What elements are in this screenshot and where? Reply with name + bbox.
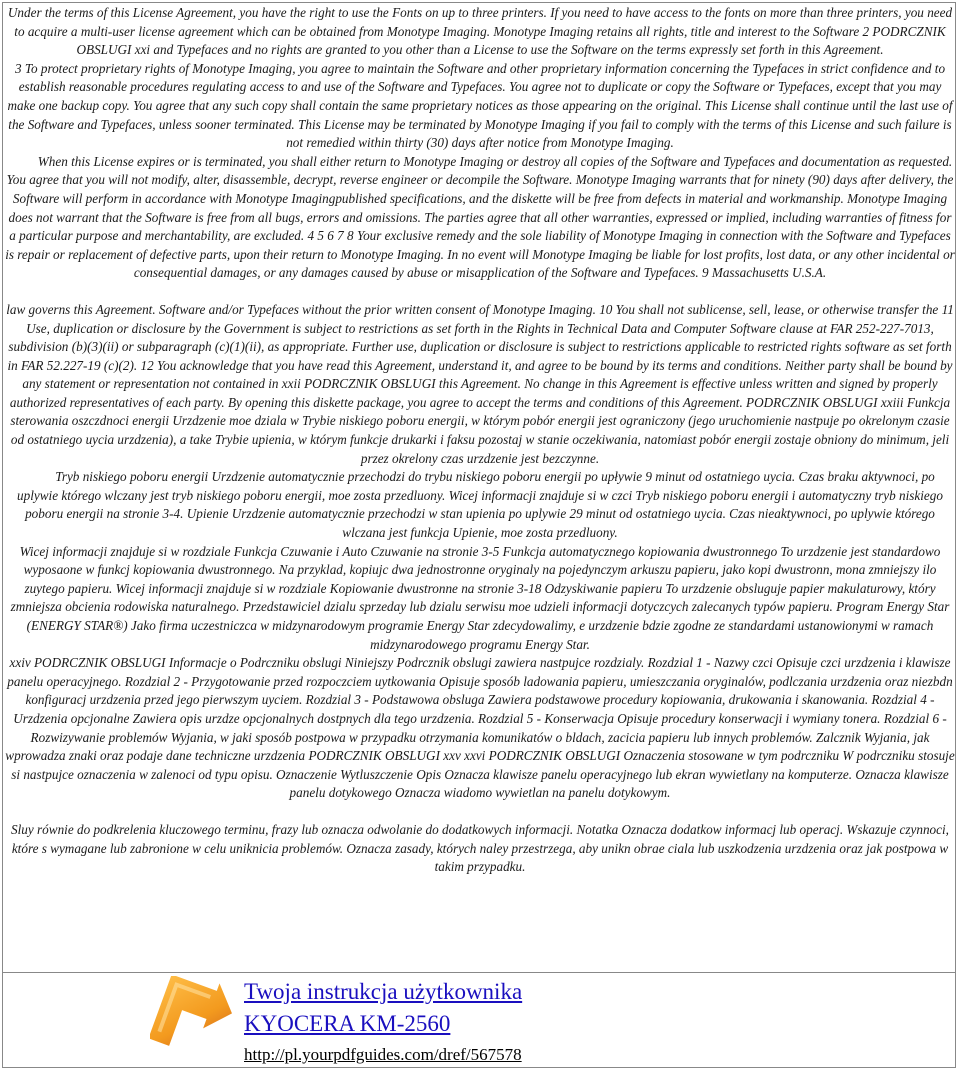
paragraph-manual-chapters: xxiv PODRCZNIK OBSLUGI Informacje o Podrczniku obslugi Niniejszy Podrcznik obslugi zawiera nastpujce rozdzialy. Rozdzial 1 - Nazwy czci Opisuje czci urzdzenia i klawisze panelu operacyjnego. Rozdzial 2 - Przygotowanie przed rozpoczciem uytkowania Opisuje sposób ladowania papieru, umieszczania oryginalów, podlczania urzdzenia oraz niezbdn konfiguracj urzdzenia przed jego pierwszym uyciem. Rozdzial 3 - Podstawowa obsluga Zawiera podstawowe procedury kopiowania, drukowania i skanowania. Rozdzial 4 - Urzdzenia opcjonalne Zawiera opis urzdze opcjonalnych dostpnych dla tego urzdzenia. Rozdzial 5 - Konserwacja Opisuje procedury konserwacji i wymiany tonera. Rozdzial 6 - Rozwizywanie problemów Wyjania, w jaki sposób postpowa w przypadku otrzymania komunikatów o bldach, zacicia papieru lub innych problemów. Zalcznik Wyjania, jak wprowadza znaki oraz podaje dane techniczne urzdzenia PODRCZNIK OBSLUGI xxv xxvi PODRCZNIK OBSLUGI Oznaczenia stosowane w tym podrczniku W podrczniku stosuje si nastpujce oznaczenia w zalenoci od typu opisu. Oznaczenie Wytluszczenie Opis Oznacza klawisze panelu operacyjnego lub ekran wywietlany na komputerze. Oznacza klawisze panelu dotykowego Oznacza wiadomo wywietlan na panelu dotykowym. xyxy=(5,655,955,801)
document-body xyxy=(5,4,955,877)
orange-arrow-icon xyxy=(150,976,234,1060)
paragraph-gap xyxy=(5,283,955,301)
paragraph-governing-law: law governs this Agreement. Software and/or Typefaces without the prior written consent of Monotype Imaging. 10 You shall not sublicense, sell, lease, or otherwise transfer the 11 Use, duplication or disclosure by the Government is subject to restrictions as set forth in the Rights in Technical Data and Computer Software clause at FAR 252-227-7013, subdivision (b)(3)(ii) or subparagraph (c)(1)(ii), as appropriate. Further use, duplication or disclosure is subject to restrictions applicable to restricted rights software as set forth in FAR 52.227-19 (c)(2). 12 You acknowledge that you have read this Agreement, understand it, and agree to be bound by its terms and conditions. Neither party shall be bound by any statement or representation not contained in xxii PODRCZNIK OBSLUGI this Agreement. No change in this Agreement is effective unless written and signed by properly authorized representatives of each party. By opening this diskette package, you agree to accept the terms and conditions of this Agreement. PODRCZNIK OBSLUGI xxiii Funkcja sterowania oszczdnoci energii Urzdzenie moe dziala w Trybie niskiego poboru energii, w którym pobór energii jest ograniczony (jego uruchomienie nastpuje po okrelonym czasie od ostatniego uycia urzdzenia), a take Trybie upienia, w którym funkcje drukarki i faksu pozostaj w stanie oczekiwania, natomiast pobór energii zostaje obniony do minimum, jeli przez okrelony czas urzdzenie jest bezczynne. xyxy=(6,301,954,466)
paragraph-proprietary-rights: 3 To protect proprietary rights of Monotype Imaging, you agree to maintain the Software and other proprietary information concerning the Typefaces in strict confidence and to establish reasonable procedures regulating access to and use of the Software and Typefaces. You agree not to duplicate or copy the Software or Typefaces, except that you may make one backup copy. You agree that any such copy shall contain the same proprietary notices as those appearing on the original. This License shall continue until the last use of the Software and Typefaces, unless sooner terminated. This License may be terminated by Monotype Imaging if you fail to comply with the terms of this License and such failure is not remedied within thirty (30) days after notice from Monotype Imaging. xyxy=(7,60,953,151)
paragraph-duplex-copy: Wicej informacji znajduje si w rozdziale Funkcja Czuwanie i Auto Czuwanie na stronie 3-5 Funkcja automatycznego kopiowania dwustronnego To urzdzenie jest standardowo wyposaone w funkcj kopiowania dwustronnego. Na przyklad, kopiujc dwa jednostronne oryginaly na pojedynczym arkuszu papieru, jako kopi dwustronn, mona zmniejszy ilo zuytego papieru. Wicej informacji znajduje si w rozdziale Kopiowanie dwustronne na stronie 3-18 Odzyskiwanie papieru To urzdzenie obsluguje papier makulaturowy, który zmniejsza obcienia rodowiska naturalnego. Przedstawiciel dzialu sprzeday lub dzialu serwisu moe udzieli informacji dotyczcych zalecanych typów papieru. Program Energy Star (ENERGY STAR®) Jako firma uczestniczca w midzynarodowym programie Energy Star zdecydowalimy, e urzdzenie bdzie zgodne ze standardami ustanowionymi w ramach midzynarodowego programu Energy Star. xyxy=(10,543,950,652)
paragraph-conventions: Sluy równie do podkrelenia kluczowego terminu, frazy lub oznacza odwolanie do dodatkowych informacji. Notatka Oznacza dodatkow informacj lub operacj. Wskazuje czynnoci, które s wymagane lub zabronione w celu uniknicia problemów. Oznacza zasady, których naley przestrzega, aby unikn obrae ciala lub uszkodzenia urzdzenia oraz jak postpowa w takim przypadku. xyxy=(11,821,949,875)
paragraph-gap xyxy=(5,803,955,821)
paragraph-license-termination: When this License expires or is terminated, you shall either return to Monotype Imaging or destroy all copies of the Software and Typefaces and documentation as requested. You agree that you will not modify, alter, disassemble, decrypt, reverse engineer or decompile the Software. Monotype Imaging warrants that for ninety (90) days after delivery, the Software will perform in accordance with Monotype Imagingpublished specifications, and the diskette will be free from defects in material and workmanship. Monotype Imaging does not warrant that the Software is free from all bugs, errors and omissions. The parties agree that all other warranties, expressed or implied, including warranties of fitness for a particular purpose and merchantability, are excluded. 4 5 6 7 8 Your exclusive remedy and the sole liability of Monotype Imaging in connection with the Software and Typefaces is repair or replacement of defective parts, upon their return to Monotype Imaging. In no event will Monotype Imaging be liable for lost profits, lost data, or any other incidental or consequential damages, or any damages caused by abuse or misapplication of the Software and Typefaces. 9 Massachusetts U.S.A. xyxy=(5,153,955,281)
paragraph-license-rights: Under the terms of this License Agreement, you have the right to use the Fonts on up to three printers. If you need to have access to the fonts on more than three printers, you need to acquire a multi-user license agreement which can be obtained from Monotype Imaging. Monotype Imaging retains all rights, title and interest to the Software 2 PODRCZNIK OBSLUGI xxi and Typefaces and no rights are granted to you other than a License to use the Software on the terms expressly set forth in this Agreement. xyxy=(7,5,953,58)
paragraph-low-power-mode: Tryb niskiego poboru energii Urzdzenie automatycznie przechodzi do trybu niskiego poboru energii po upływie 9 minut od ostatniego uycia. Czas braku aktywnoci, po uplywie którego wlczany jest tryb niskiego poboru energii, moe zosta przedluony. Wicej informacji znajduje si w czci Tryb niskiego poboru energii i automatyczny tryb niskiego poboru energii na stronie 3-4. Upienie Urzdzenie automatycznie przechodzi w stan upienia po uplywie 29 minut od ostatniego uycia. Czas nieaktywnoci, po uplywie którego wlczana jest funkcja Upienie, moe zosta przedluony. xyxy=(17,469,943,541)
model-link[interactable]: KYOCERA KM-2560 xyxy=(244,1011,451,1036)
manual-title-link[interactable]: Twoja instrukcja użytkownika xyxy=(244,979,523,1004)
footer-links xyxy=(244,978,522,1066)
footer-divider xyxy=(2,972,956,973)
guide-url-link[interactable]: http://pl.yourpdfguides.com/dref/567578 xyxy=(244,1045,522,1064)
